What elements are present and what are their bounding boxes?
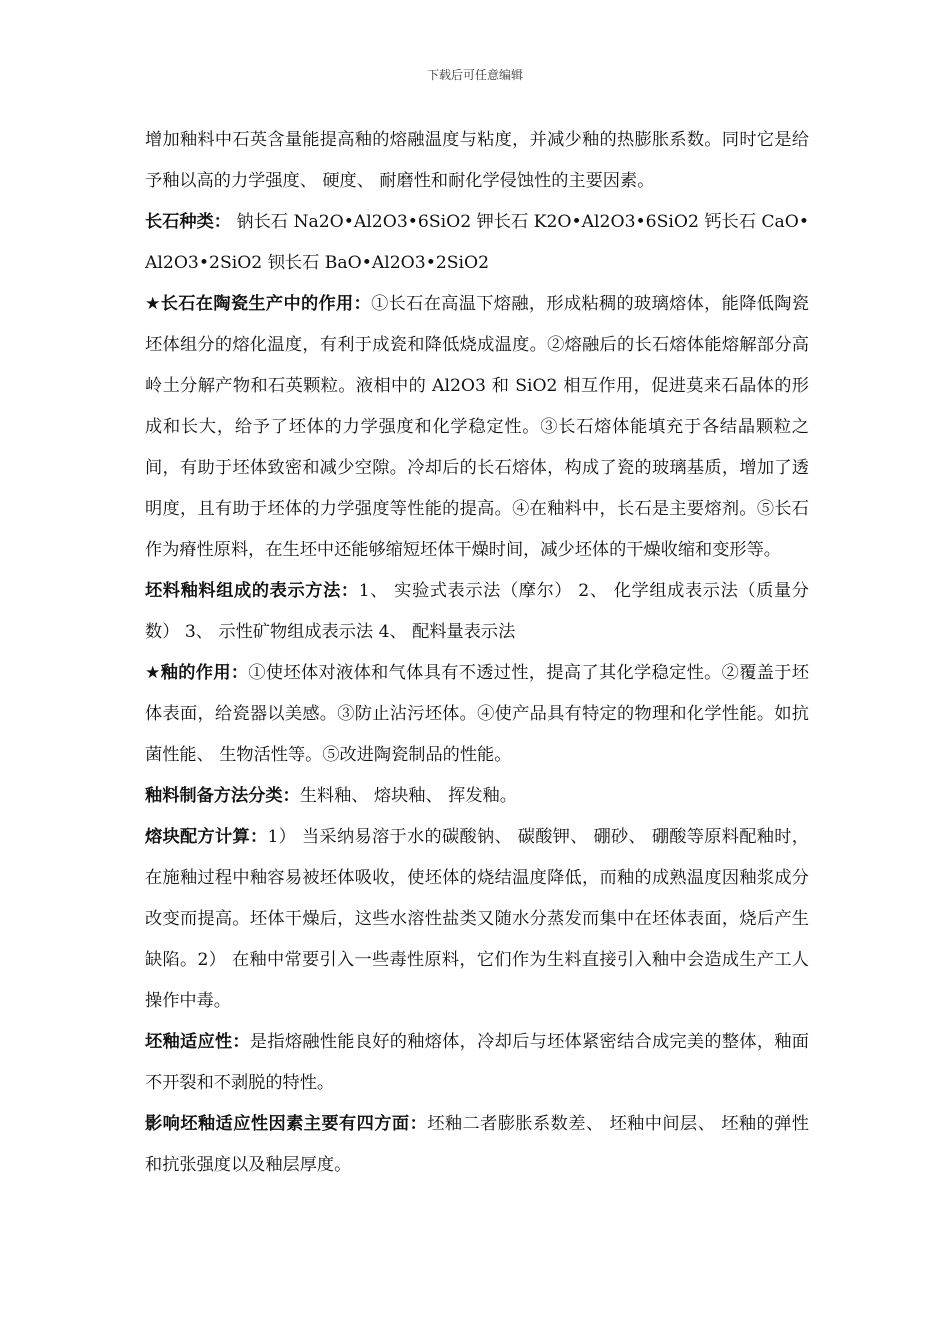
paragraph-heading: ★釉的作用： [145, 663, 249, 683]
paragraph-quartz-glaze [145, 120, 809, 202]
paragraph-fit-factors [145, 1104, 809, 1186]
page-header: 下载后可任意编辑 [426, 68, 523, 82]
paragraph-text: ①长石在高温下熔融，形成粘稠的玻璃熔体，能降低陶瓷坯体组分的熔化温度，有利于成瓷和降低烧成温度。②熔融后的长石熔体能熔解部分高岭土分解产物和石英颗粒。液相中的 Al2O3 和 SiO2 相互作用，促进莫来石晶体的形成和长大，给予了坯体的力学强度和化学稳定性。③长石熔体能填充于各结晶颗粒之间，有助于坯体致密和减少空隙。冷却后的长石熔体，构成了瓷的玻璃基质，增加了透明度，且有助于坯体的力学强度等性能的提高。④在釉料中，长石是主要熔剂。⑤长石作为瘠性原料，在生坯中还能够缩短坯体干燥时间，减少坯体的干燥收缩和变形等。 [145, 294, 809, 560]
paragraph-heading: 影响坯釉适应性因素主要有四方面： [145, 1114, 428, 1134]
paragraph-text: ①使坯体对液体和气体具有不透过性，提高了其化学稳定性。②覆盖于坯体表面，给瓷器以美感。③防止沾污坯体。④使产品具有特定的物理和化学性能。如抗菌性能、 生物活性等。⑤改进陶瓷制品的性能。 [145, 663, 809, 765]
paragraph-heading: 坯料釉料组成的表示方法： [145, 581, 359, 601]
paragraph-glaze-preparation [145, 776, 809, 817]
paragraph-text: 是指熔融性能良好的釉熔体，冷却后与坯体紧密结合成完美的整体，釉面不开裂和不剥脱的特性。 [145, 1032, 809, 1093]
paragraph-heading: 坯釉适应性： [145, 1032, 250, 1052]
paragraph-feldspar-role [145, 284, 809, 571]
paragraph-composition-methods [145, 571, 809, 653]
paragraph-text: 钠长石 Na2O•Al2O3•6SiO2 钾长石 K2O•Al2O3•6SiO2 钙长石 CaO•Al2O3•2SiO2 钡长石 BaO•Al2O3•2SiO2 [145, 212, 809, 273]
paragraph-text: 坯釉二者膨胀系数差、 坯釉中间层、 坯釉的弹性和抗张强度以及釉层厚度。 [145, 1114, 809, 1175]
paragraph-glaze-role [145, 653, 809, 776]
paragraph-text: 1、 实验式表示法（摩尔） 2、 化学组成表示法（质量分数） 3、 示性矿物组成表示法 4、 配料量表示法 [145, 581, 809, 642]
paragraph-heading: 长石种类： [145, 212, 231, 232]
paragraph-text: 1） 当采纳易溶于水的碳酸钠、 碳酸钾、 硼砂、 硼酸等原料配釉时，在施釉过程中釉容易被坯体吸收，使坯体的烧结温度降低，而釉的成熟温度因釉浆成分改变而提高。坯体干燥后，这些水溶性盐类又随水分蒸发而集中在坯体表面，烧后产生缺陷。2） 在釉中常要引入一些毒性原料，它们作为生料直接引入釉中会造成生产工人操作中毒。 [145, 827, 809, 1011]
paragraph-heading: 釉料制备方法分类： [145, 786, 300, 806]
paragraph-heading: ★长石在陶瓷生产中的作用： [145, 294, 372, 314]
document-body [145, 120, 809, 1186]
paragraph-heading: 熔块配方计算： [145, 827, 268, 847]
paragraph-frit-calculation [145, 817, 809, 1022]
paragraph-body-glaze-fit [145, 1022, 809, 1104]
paragraph-feldspar-types [145, 202, 809, 284]
paragraph-text: 增加釉料中石英含量能提高釉的熔融温度与粘度，并减少釉的热膨胀系数。同时它是给予釉以高的力学强度、 硬度、 耐磨性和耐化学侵蚀性的主要因素。 [145, 130, 809, 191]
paragraph-text: 生料釉、 熔块釉、 挥发釉。 [299, 786, 517, 806]
